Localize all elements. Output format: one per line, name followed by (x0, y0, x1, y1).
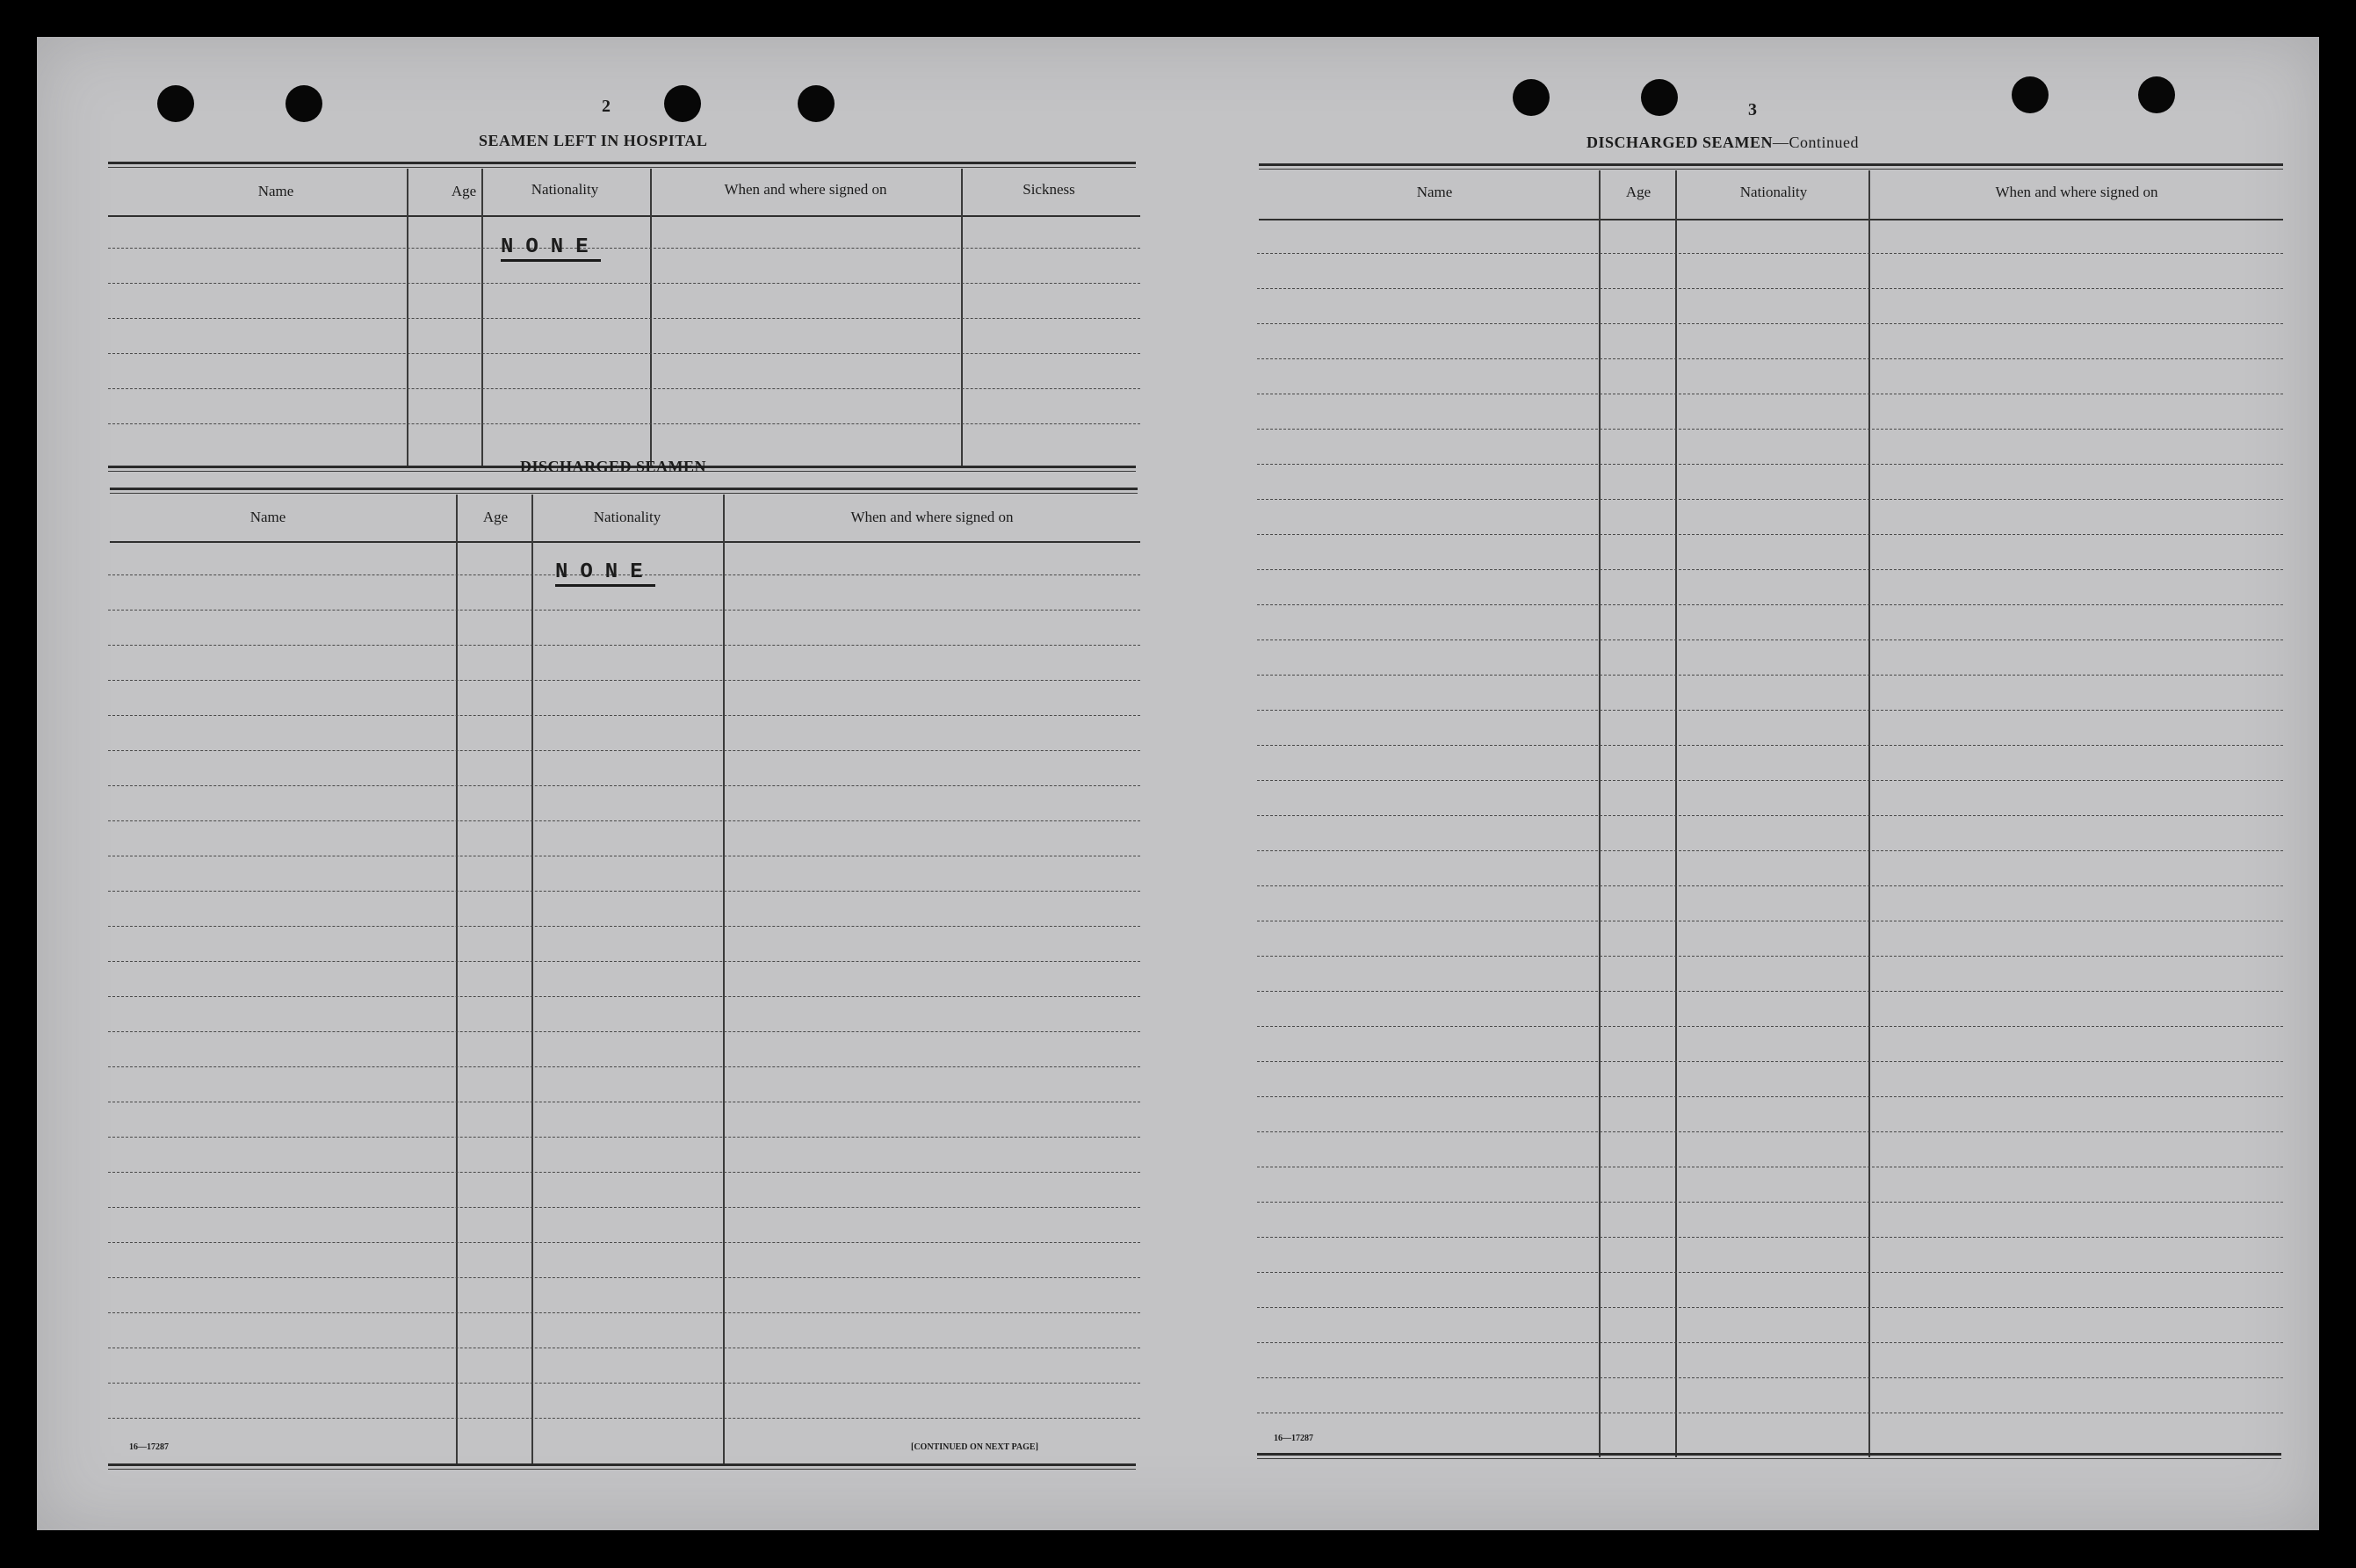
right-col-nationality: Nationality (1739, 184, 1808, 200)
right-col-signed-on: When and where signed on (1995, 184, 2158, 200)
discharged-col-name: Name (249, 509, 286, 525)
hospital-section-title: SEAMEN LEFT IN HOSPITAL (479, 132, 708, 149)
discharged-none-stamp: NONE (555, 562, 655, 587)
right-section-title (1586, 134, 1859, 152)
discharged-col-nationality: Nationality (593, 509, 661, 525)
hospital-col-name: Name (257, 183, 294, 199)
form-number-left: 16—17287 (129, 1442, 169, 1452)
punch-hole (2138, 76, 2175, 113)
punch-hole (285, 85, 322, 122)
hospital-col-signed-on: When and where signed on (724, 181, 887, 198)
document-page (37, 37, 2319, 1530)
right-col-age: Age (1625, 184, 1651, 200)
continued-note: [CONTINUED ON NEXT PAGE] (911, 1442, 1038, 1452)
right-section-title-suffix: —Continued (1773, 134, 1860, 151)
hospital-col-sickness: Sickness (1023, 181, 1075, 198)
hospital-none-stamp: NONE (501, 237, 601, 262)
form-number-right: 16—17287 (1274, 1434, 1313, 1443)
punch-hole (1641, 79, 1678, 116)
punch-hole (2012, 76, 2049, 113)
discharged-col-signed-on: When and where signed on (850, 509, 1014, 525)
punch-hole (664, 85, 701, 122)
discharged-col-age: Age (482, 509, 509, 525)
hospital-col-age: Age (451, 183, 477, 199)
page-number-left: 2 (602, 97, 611, 116)
right-section-title-main: DISCHARGED SEAMEN (1586, 134, 1774, 151)
right-col-name: Name (1416, 184, 1453, 200)
page-number-right: 3 (1748, 100, 1757, 119)
discharged-section-title: DISCHARGED SEAMEN (520, 458, 707, 475)
hospital-col-nationality: Nationality (531, 181, 599, 198)
punch-hole (157, 85, 194, 122)
punch-hole (798, 85, 835, 122)
punch-hole (1513, 79, 1550, 116)
